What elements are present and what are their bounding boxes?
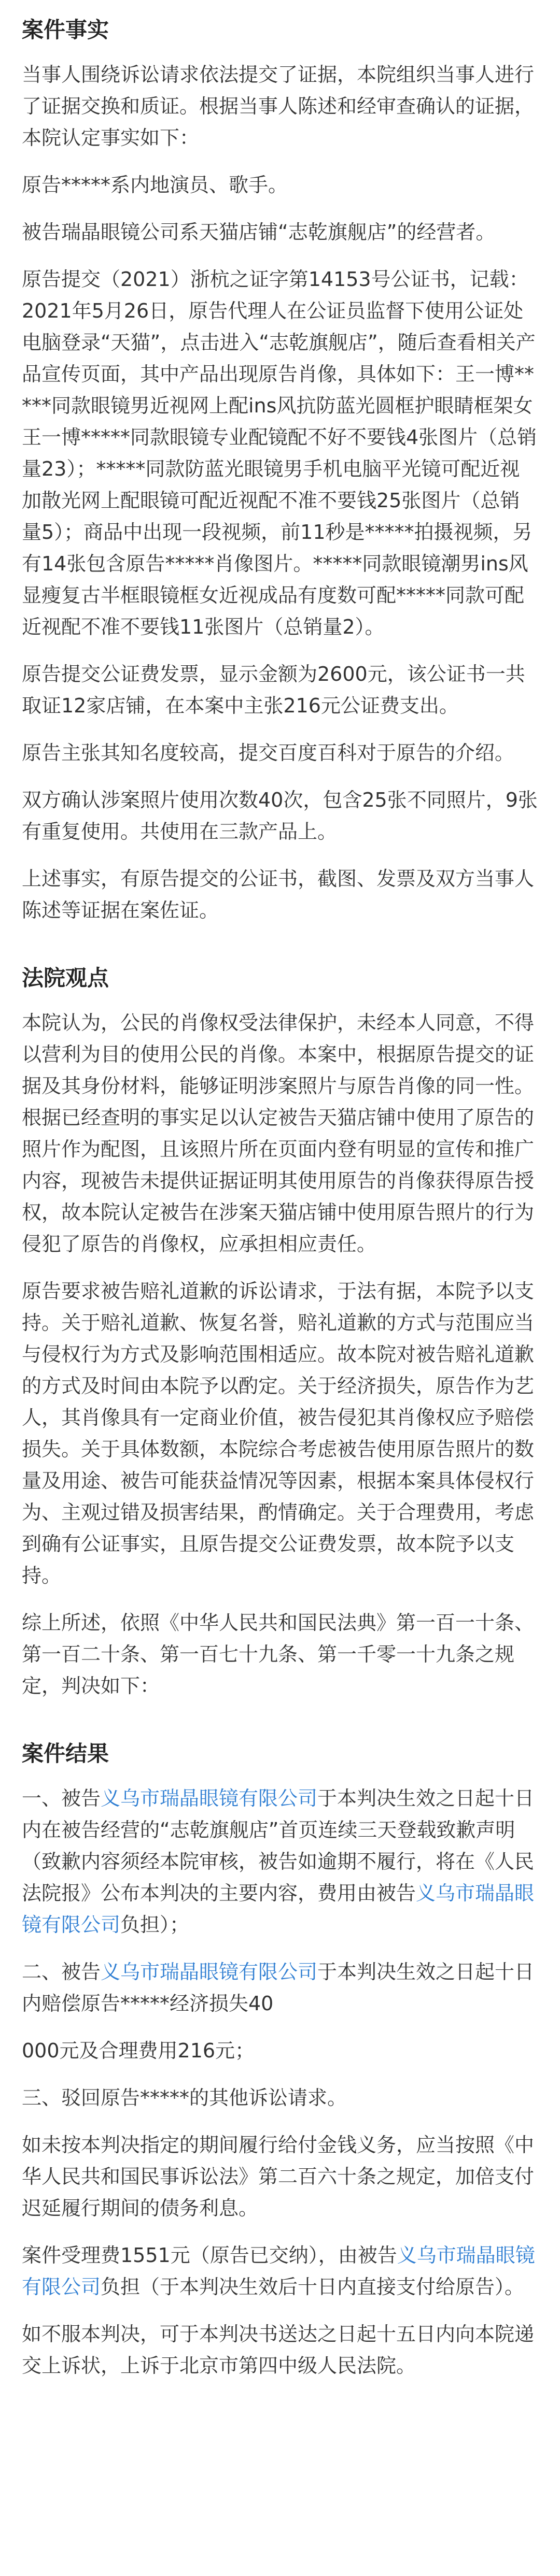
section-spacer xyxy=(22,942,538,963)
company-link[interactable]: 义乌市瑞晶眼镜有限公司 xyxy=(22,1882,535,1936)
paragraph-text: 案件受理费1551元（原告已交纳），由被告 xyxy=(22,2244,397,2267)
company-link[interactable]: 义乌市瑞晶眼镜有限公司 xyxy=(101,1960,318,1983)
paragraph-text: 当事人围绕诉讼请求依法提交了证据，本院组织当事人进行了证据交换和质证。根据当事人陈述和经审查确认的证据，本院认定事实如下： xyxy=(22,63,535,149)
facts-paragraphs xyxy=(22,59,538,926)
paragraph-text: 如不服本判决，可于本判决书送达之日起十五日内向本院递交上诉状，上诉于北京市第四中级人民法院。 xyxy=(22,2323,535,2377)
result-section xyxy=(22,1738,538,2382)
facts-paragraph xyxy=(22,659,538,722)
paragraph-text: 一、被告 xyxy=(22,1787,101,1810)
result-paragraph xyxy=(22,2129,538,2224)
opinion-section xyxy=(22,963,538,1702)
paragraph-text: 上述事实，有原告提交的公证书，截图、发票及双方当事人陈述等证据在案佐证。 xyxy=(22,867,535,922)
paragraph-text: 于本判决生效之日起十日内在被告经营的“志乾旗舰店”首页连续三天登载致歉声明（致歉内容须经本院审核，被告如逾期不履行，将在《人民法院报》公布本判决的主要内容，费用由被告 xyxy=(22,1787,535,1905)
opinion-paragraph xyxy=(22,1607,538,1702)
facts-section xyxy=(22,15,538,926)
result-paragraphs xyxy=(22,1783,538,2382)
result-paragraph xyxy=(22,2240,538,2303)
opinion-heading: 法院观点 xyxy=(22,965,109,991)
paragraph-text: 原告主张其知名度较高，提交百度百科对于原告的介绍。 xyxy=(22,741,515,764)
paragraph-text: 如未按本判决指定的期间履行给付金钱义务，应当按照《中华人民共和国民事诉讼法》第二百六十条之规定，加倍支付迟延履行期间的债务利息。 xyxy=(22,2134,535,2220)
paragraph-text: 综上所述，依照《中华人民共和国民法典》第一百一十条、第一百二十条、第一百七十九条、第一千零一十九条之规定，判决如下： xyxy=(22,1611,535,1697)
company-link[interactable]: 义乌市瑞晶眼镜有限公司 xyxy=(22,2244,535,2298)
paragraph-text: 原告提交公证费发票，显示金额为2600元，该公证书一共取证12家店铺，在本案中主张216元公证费支出。 xyxy=(22,663,525,717)
section-spacer xyxy=(22,1718,538,1738)
facts-paragraph xyxy=(22,59,538,154)
opinion-paragraphs xyxy=(22,1007,538,1702)
facts-paragraph xyxy=(22,169,538,201)
paragraph-text: 负担（于本判决生效后十日内直接支付给原告）。 xyxy=(101,2276,525,2298)
result-paragraph xyxy=(22,2082,538,2114)
paragraph-text: 三、驳回原告*****的其他诉讼请求。 xyxy=(22,2086,347,2109)
result-paragraph xyxy=(22,1956,538,2020)
paragraph-text: 二、被告 xyxy=(22,1960,101,1983)
paragraph-text: 原告*****系内地演员、歌手。 xyxy=(22,174,288,196)
company-link[interactable]: 义乌市瑞晶眼镜有限公司 xyxy=(101,1787,318,1810)
result-heading: 案件结果 xyxy=(22,1741,109,1766)
facts-paragraph xyxy=(22,264,538,643)
paragraph-text: 负担）； xyxy=(120,1913,190,1936)
paragraph-text: 双方确认涉案照片使用次数40次，包含25张不同照片，9张有重复使用。共使用在三款产品上。 xyxy=(22,789,538,843)
paragraph-text: 于本判决生效之日起十日内赔偿原告*****经济损失40 xyxy=(22,1960,535,2015)
facts-paragraph xyxy=(22,784,538,848)
facts-paragraph xyxy=(22,863,538,926)
result-paragraph xyxy=(22,2035,538,2067)
facts-heading: 案件事实 xyxy=(22,17,109,42)
paragraph-text: 本院认为，公民的肖像权受法律保护，未经本人同意，不得以营利为目的使用公民的肖像。本案中，根据原告提交的证据及其身份材料，能够证明涉案照片与原告肖像的同一性。根据已经查明的事实足以认定被告天猫店铺中使用了原告的照片作为配图，且该照片所在页面内登有明显的宣传和推广内容，现被告未提供证据证明其使用原告的肖像获得原告授权，故本院认定被告在涉案天猫店铺中使用原告照片的行为侵犯了原告的肖像权，应承担相应责任。 xyxy=(22,1011,535,1255)
paragraph-text: 原告要求被告赔礼道歉的诉讼请求，于法有据，本院予以支持。关于赔礼道歉、恢复名誉，赔礼道歉的方式与范围应当与侵权行为方式及影响范围相适应。故本院对被告赔礼道歉的方式及时间由本院予以酌定。关于经济损失，原告作为艺人，其肖像具有一定商业价值，被告侵犯其肖像权应予赔偿损失。关于具体数额，本院综合考虑被告使用原告照片的数量及用途、被告可能获益情况等因素，根据本案具体侵权行为、主观过错及损害结果，酌情确定。关于合理费用，考虑到确有公证事实，且原告提交公证费发票，故本院予以支持。 xyxy=(22,1280,535,1587)
opinion-paragraph xyxy=(22,1007,538,1260)
result-paragraph xyxy=(22,1783,538,1941)
paragraph-text: 被告瑞晶眼镜公司系天猫店铺“志乾旗舰店”的经营者。 xyxy=(22,221,496,244)
facts-paragraph xyxy=(22,217,538,248)
facts-paragraph xyxy=(22,737,538,769)
result-paragraph xyxy=(22,2319,538,2382)
opinion-paragraph xyxy=(22,1276,538,1592)
paragraph-text: 原告提交（2021）浙杭之证字第14153号公证书，记载：2021年5月26日，原告代理人在公证员监督下使用公证处电脑登录“天猫”，点击进入“志乾旗舰店”，随后查看相关产品宣传页面，其中产品出现原告肖像，具体如下：王一博*****同款眼镜男近视网上配ins风抗防蓝光圆框护眼睛框架女王一博*****同款眼镜专业配镜配不好不要钱4张图片（总销量23）；*****同款防蓝光眼镜男手机电脑平光镜可配近视加散光网上配眼镜可配近视配不准不要钱25张图片（总销量5）；商品中出现一段视频，前11秒是*****拍摄视频，另有14张包含原告*****肖像图片。*****同款眼镜潮男ins风显瘦复古半框眼镜框女近视成品有度数可配*****同款可配近视配不准不要钱11张图片（总销量2）。 xyxy=(22,268,537,638)
paragraph-text: 000元及合理费用216元； xyxy=(22,2039,255,2062)
